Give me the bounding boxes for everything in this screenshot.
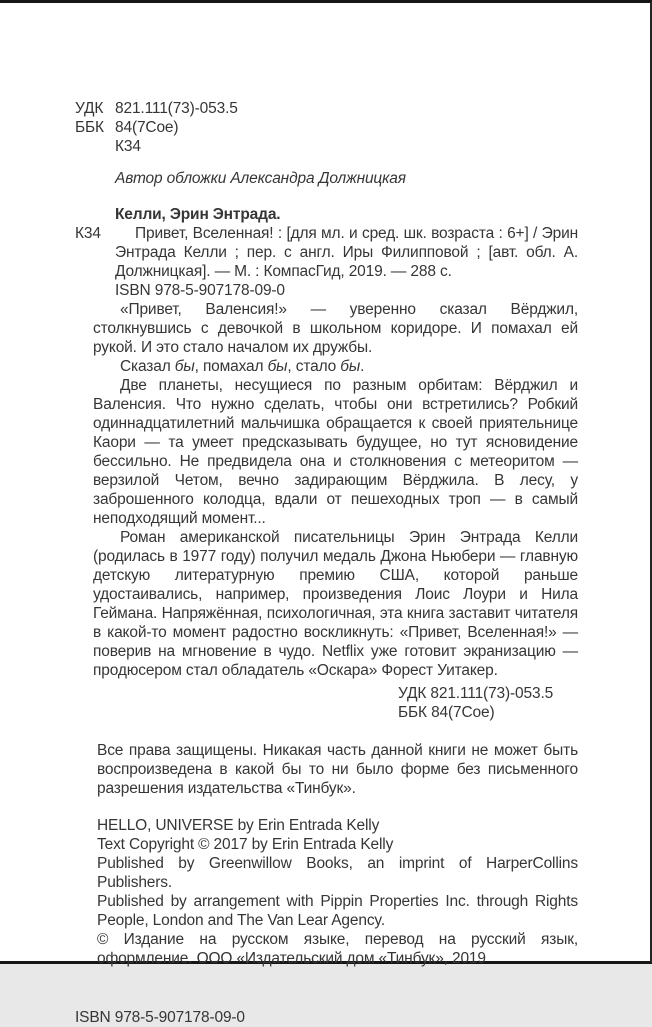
udk-value: 821.111(73)-053.5 xyxy=(115,100,238,117)
annotation-paragraph-4: Роман американской писательницы Эрин Энтрада Келли (родилась в 1977 году) получил медаль Джона Ньюбери — главную детскую литературную премию США, которой раньше удостаивались, например, произведения Лоис Лоури и Нила Геймана. Напряжённая, психологичная, эта книга заставит читателя в какой-то момент радостно воскликнуть: «Привет, Вселенная!» — поверив на мгновение в чудо. Netflix уже готовит экранизацию — продюсером стал обладатель «Оскара» Форест Уитакер. xyxy=(93,529,578,679)
bbk-label: ББК xyxy=(75,119,104,136)
udk-row xyxy=(75,99,578,118)
bib-author-heading: Келли, Эрин Энтрада. xyxy=(115,206,281,223)
bbk-row xyxy=(75,118,578,137)
rights-notice: Все права защищены. Никакая часть данной книги не может быть воспроизведена в какой бы то ни было форме без письменного разрешения издательства «Тинбук». xyxy=(97,742,578,797)
bbk-repeat-line: ББК 84(7Сое) xyxy=(398,704,495,721)
arrangement-line: Published by arrangement with Pippin Properties Inc. through Rights People, London and The Van Lear Agency. xyxy=(97,893,578,929)
bibliographic-record xyxy=(75,205,578,300)
udk-repeat-line: УДК 821.111(73)-053.5 xyxy=(398,685,554,702)
cover-author-credit: Автор обложки Александра Должницкая xyxy=(115,170,406,187)
bib-isbn: ISBN 978-5-907178-09-0 xyxy=(115,282,285,299)
russian-edition-line: © Издание на русском языке, перевод на русский язык, оформление. ООО «Издательский дом «Тинбук», 2019 xyxy=(97,931,578,967)
bib-body xyxy=(75,224,578,300)
author-sign-code: К34 xyxy=(115,138,141,155)
annotation-paragraph-3: Две планеты, несущиеся по разным орбитам: Вёрджил и Валенсия. Что нужно сделать, чтобы они встретились? Робкий одиннадцатилетний мальчишка обращается к своей приятельнице Каори — та умеет предсказывать будущее, но тут ясновидение бессильно. Не предвидела она и столкновения с метеоритом — верзилой Четом, вечно задирающим Вёрджила. В лесу, у заброшенного колодца, вдали от пешеходных троп — в самый неподходящий момент... xyxy=(93,377,578,527)
author-sign-spacer xyxy=(75,137,115,156)
author-sign-row xyxy=(75,137,578,156)
isbn-bottom: ISBN 978-5-907178-09-0 xyxy=(75,1009,245,1026)
udk-label: УДК xyxy=(75,100,104,117)
bib-entry: Привет, Вселенная! : [для мл. и сред. шк. возраста : 6+] / Эрин Энтрада Келли ; пер. с англ. Иры Филипповой ; [авт. обл. А. Должницкая]. — М. : КомпасГид, 2019. — 288 с. xyxy=(115,225,578,280)
bbk-value: 84(7Сое) xyxy=(115,119,179,136)
copyright-block xyxy=(97,816,578,968)
bib-author-sign: К34 xyxy=(75,225,101,242)
publisher-line: Published by Greenwillow Books, an imprint of HarperCollins Publishers. xyxy=(97,855,578,891)
page-content xyxy=(75,99,578,1027)
original-title-line: HELLO, UNIVERSE by Erin Entrada Kelly xyxy=(97,817,380,834)
classification-repeat-block xyxy=(398,684,578,722)
annotation-paragraph-1: «Привет, Валенсия!» — уверенно сказал Вёрджил, столкнувшись с девочкой в школьном коридоре. И помахал ей рукой. И это стало началом их дружбы. xyxy=(93,301,578,356)
text-copyright-line: Text Copyright © 2017 by Erin Entrada Kelly xyxy=(97,836,394,853)
annotation-paragraph-2: Сказал бы, помахал бы, стало бы. xyxy=(120,358,365,375)
classification-block xyxy=(75,99,578,156)
annotation xyxy=(93,300,578,680)
